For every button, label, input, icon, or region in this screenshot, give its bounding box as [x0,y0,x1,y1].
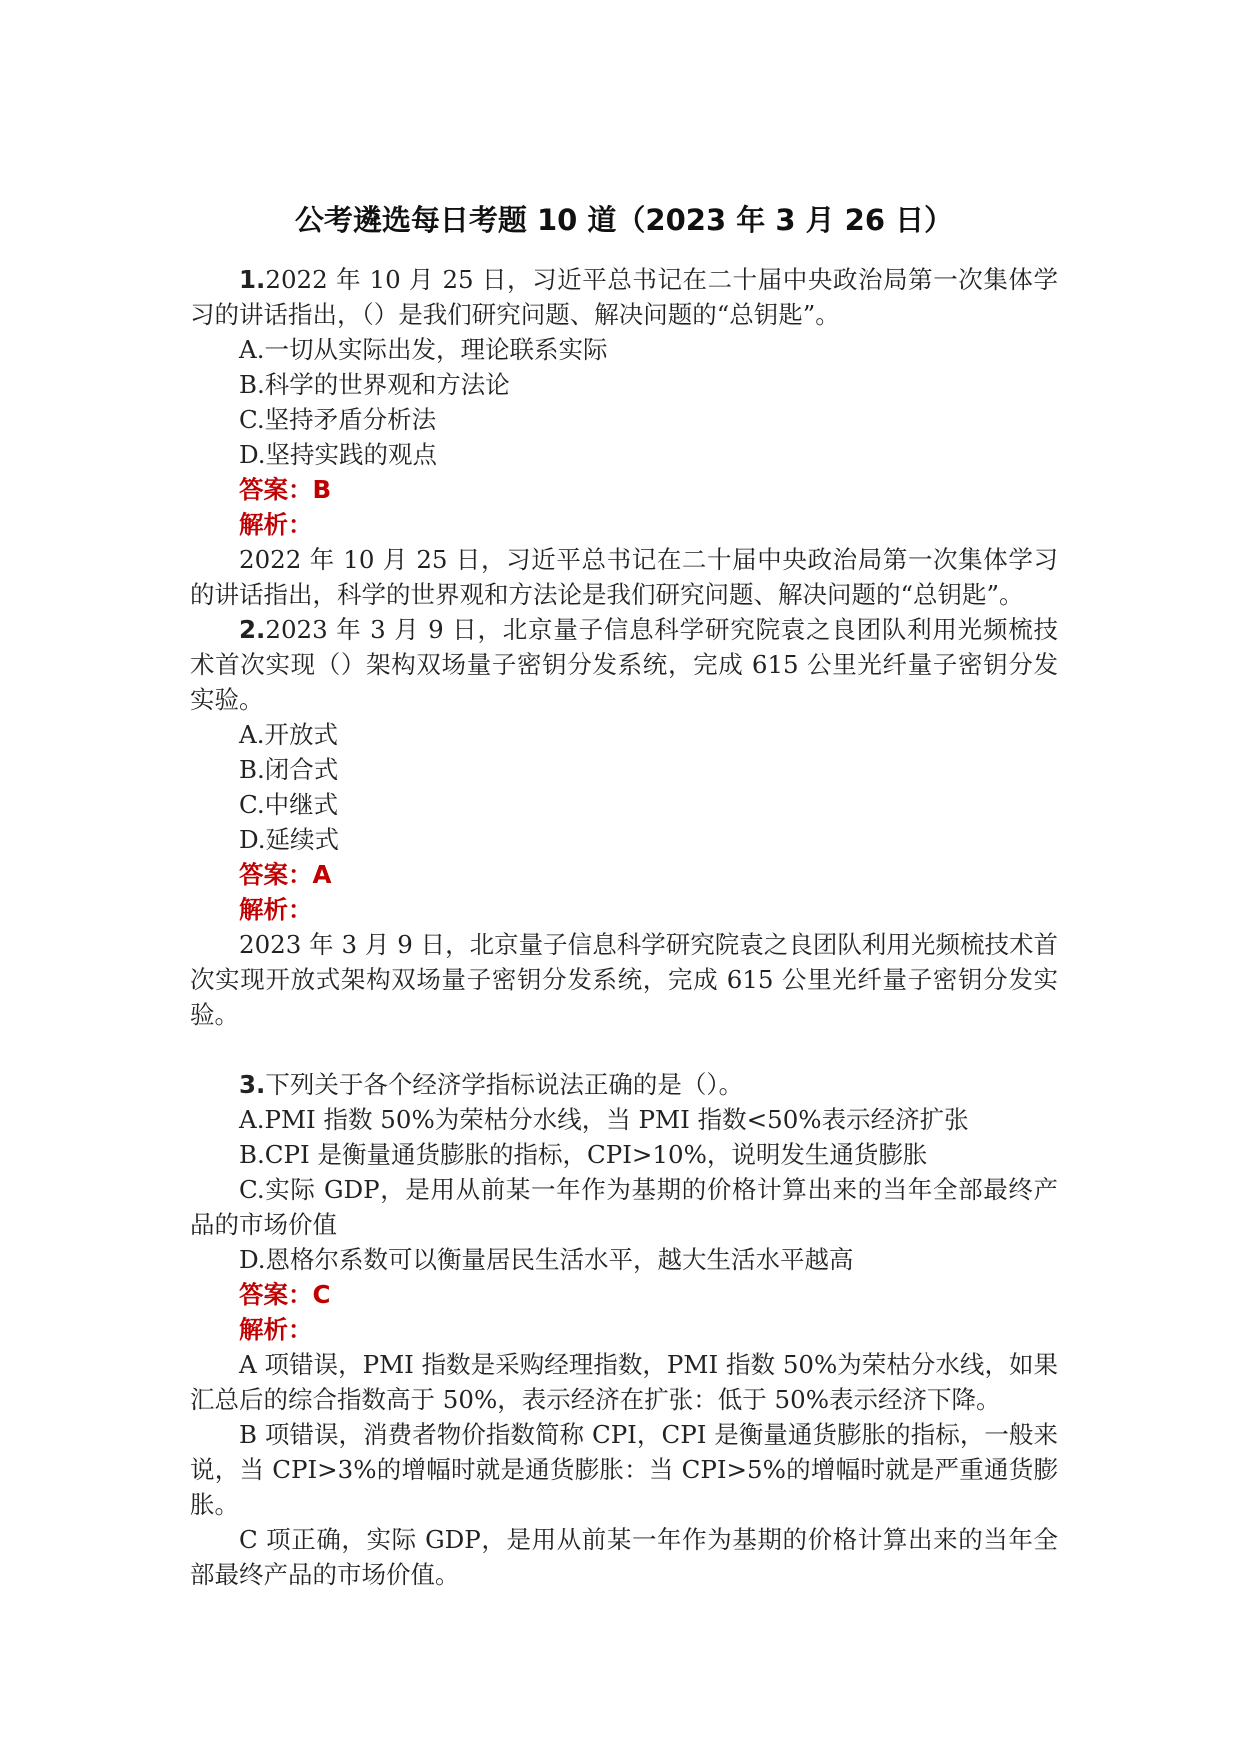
question-number: 2. [239,615,266,644]
option-b: B.闭合式 [239,755,339,784]
answer-line [190,1277,1058,1312]
question-stem [190,612,1058,717]
option-a: A.一切从实际出发，理论联系实际 [239,335,608,364]
option-b: B.CPI 是衡量通货膨胀的指标，CPI>10%，说明发生通货膨胀 [239,1140,928,1169]
question-1 [190,262,1058,612]
answer-line [190,472,1058,507]
analysis-text: B 项错误，消费者物价指数简称 CPI，CPI 是衡量通货膨胀的指标，一般来说，当 CPI>3%的增幅时就是通货膨胀：当 CPI>5%的增幅时就是严重通货膨胀。 [190,1420,1058,1519]
answer-label: 答案：B [239,475,332,504]
option-c: C.中继式 [239,790,339,819]
analysis-text: C 项正确，实际 GDP，是用从前某一年作为基期的价格计算出来的当年全部最终产品的市场价值。 [190,1525,1058,1589]
question-number: 3. [239,1070,266,1099]
option-b: B.科学的世界观和方法论 [239,370,510,399]
analysis-label: 解析： [239,1315,313,1344]
blank-line [190,1032,1058,1067]
answer-label: 答案：C [239,1280,331,1309]
analysis-text: 2023 年 3 月 9 日，北京量子信息科学研究院袁之良团队利用光频梳技术首次实现开放式架构双场量子密钥分发系统，完成 615 公里光纤量子密钥分发实验。 [190,930,1058,1029]
question-3 [190,1067,1058,1592]
analysis-line [190,892,1058,927]
analysis-text: 2022 年 10 月 25 日，习近平总书记在二十届中央政治局第一次集体学习的讲话指出，科学的世界观和方法论是我们研究问题、解决问题的“总钥匙”。 [190,545,1058,609]
question-stem [190,262,1058,332]
question-2 [190,612,1058,1032]
option-d: D.坚持实践的观点 [239,440,438,469]
question-text: 2022 年 10 月 25 日，习近平总书记在二十届中央政治局第一次集体学习的讲话指出，（）是我们研究问题、解决问题的“总钥匙”。 [190,265,1058,329]
question-number: 1. [239,265,266,294]
analysis-line [190,1312,1058,1347]
question-text: 2023 年 3 月 9 日，北京量子信息科学研究院袁之良团队利用光频梳技术首次实现（）架构双场量子密钥分发系统，完成 615 公里光纤量子密钥分发实验。 [190,615,1058,714]
option-d: D.恩格尔系数可以衡量居民生活水平，越大生活水平越高 [239,1245,854,1274]
analysis-line [190,507,1058,542]
analysis-label: 解析： [239,510,313,539]
option-c: C.坚持矛盾分析法 [239,405,437,434]
analysis-text: A 项错误，PMI 指数是采购经理指数，PMI 指数 50%为荣枯分水线，如果汇总后的综合指数高于 50%，表示经济在扩张：低于 50%表示经济下降。 [190,1350,1058,1414]
answer-label: 答案：A [239,860,332,889]
option-a: A.PMI 指数 50%为荣枯分水线，当 PMI 指数<50%表示经济扩张 [239,1105,969,1134]
question-text: 下列关于各个经济学指标说法正确的是（）。 [265,1070,744,1099]
option-c: C.实际 GDP，是用从前某一年作为基期的价格计算出来的当年全部最终产品的市场价值 [190,1175,1058,1239]
option-a: A.开放式 [239,720,338,749]
answer-line [190,857,1058,892]
option-d: D.延续式 [239,825,340,854]
question-stem [190,1067,1058,1102]
analysis-label: 解析： [239,895,313,924]
page-title: 公考遴选每日考题 10 道（2023 年 3 月 26 日） [294,203,954,237]
